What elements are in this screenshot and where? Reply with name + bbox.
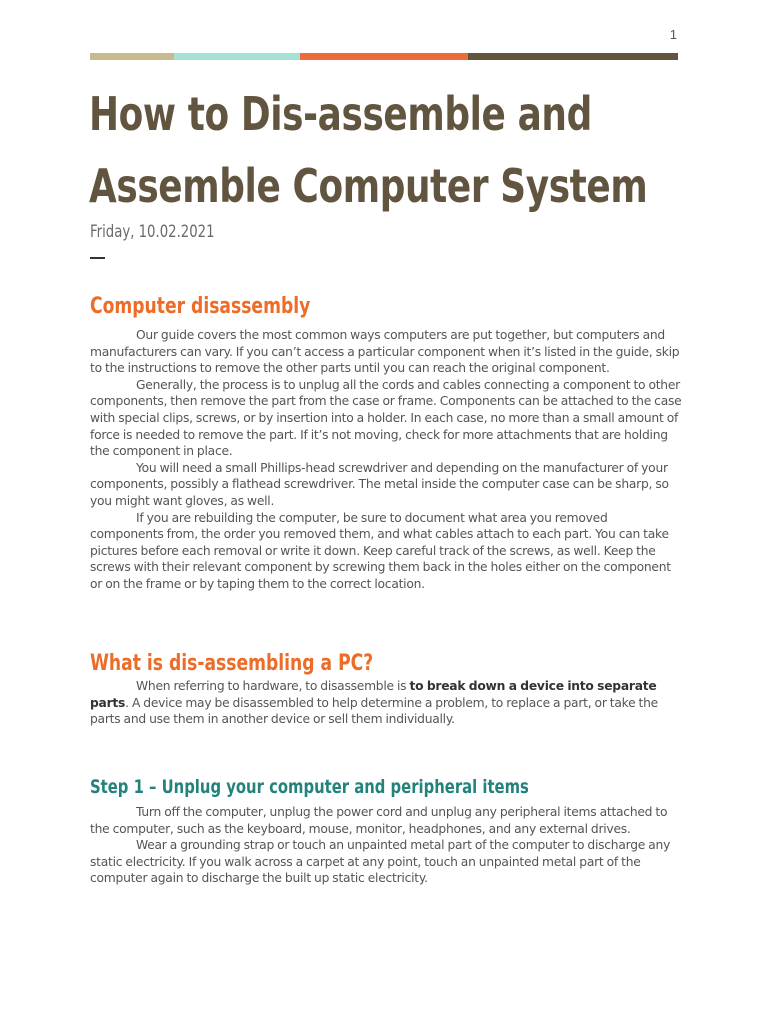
document-title-line-2: Assemble Computer System xyxy=(89,159,648,213)
text-run: . A device may be disassembled to help determine a problem, to replace a part, or take the parts and use them in another device or sell them individually. xyxy=(90,695,658,727)
decorative-color-bar xyxy=(90,53,678,60)
bold-definition: to break down a device into separate parts xyxy=(90,679,657,710)
color-bar-segment-mint xyxy=(174,53,300,60)
paragraph: Generally, the process is to unplug all the cords and cables connecting a component to other components, then remove the part from the case or frame. Components can be attached to the case with special clips, screws, or by insertion into a holder. In each case, no more than a small amount of force is needed to remove the part. If it’s not moving, check for more attachments that are holding the component in place. xyxy=(90,377,682,459)
section-what-is-disassembling-body xyxy=(90,678,682,728)
paragraph: Our guide covers the most common ways computers are put together, but computers and manufacturers can vary. If you can’t access a particular component when it’s listed in the guide, skip to the instructions to remove the other parts until you can reach the original component. xyxy=(90,328,680,376)
paragraph: Wear a grounding strap or touch an unpainted metal part of the computer to discharge any static electricity. If you walk across a carpet at any point, touch an unpainted metal part of the computer again to discharge the built up static electricity. xyxy=(90,838,671,886)
section-step-1-body xyxy=(90,804,682,887)
heading-computer-disassembly: Computer disassembly xyxy=(90,294,311,319)
text-run: When referring to hardware, to disassemble is xyxy=(136,679,410,693)
color-bar-segment-brown xyxy=(468,53,678,60)
document-date: Friday, 10.02.2021 xyxy=(90,222,215,242)
section-computer-disassembly-body xyxy=(90,327,682,593)
date-divider xyxy=(90,257,105,259)
document-title-line-1: How to Dis-assemble and xyxy=(89,87,592,141)
heading-step-1: Step 1 – Unplug your computer and peripheral items xyxy=(90,776,529,798)
heading-what-is-disassembling: What is dis-assembling a PC? xyxy=(90,651,374,676)
color-bar-segment-tan xyxy=(90,53,174,60)
paragraph: If you are rebuilding the computer, be sure to document what area you removed components from, the order you removed them, and what cables attach to each part. You can take pictures before each removal or write it down. Keep careful track of the screws, as well. Keep the screws with their relevant component by screwing them back in the holes either on the component or on the frame or by taping them to the correct location. xyxy=(90,510,671,591)
page-number: 1 xyxy=(669,27,677,42)
paragraph: Turn off the computer, unplug the power cord and unplug any peripheral items attached to the computer, such as the keyboard, mouse, monitor, headphones, and any external drives. xyxy=(90,805,668,836)
document-title xyxy=(89,78,648,222)
color-bar-segment-orange xyxy=(300,53,468,60)
paragraph: You will need a small Phillips-head screwdriver and depending on the manufacturer of your components, possibly a flathead screwdriver. The metal inside the computer case can be sharp, so you might want gloves, as well. xyxy=(90,460,669,508)
paragraph xyxy=(90,678,682,728)
